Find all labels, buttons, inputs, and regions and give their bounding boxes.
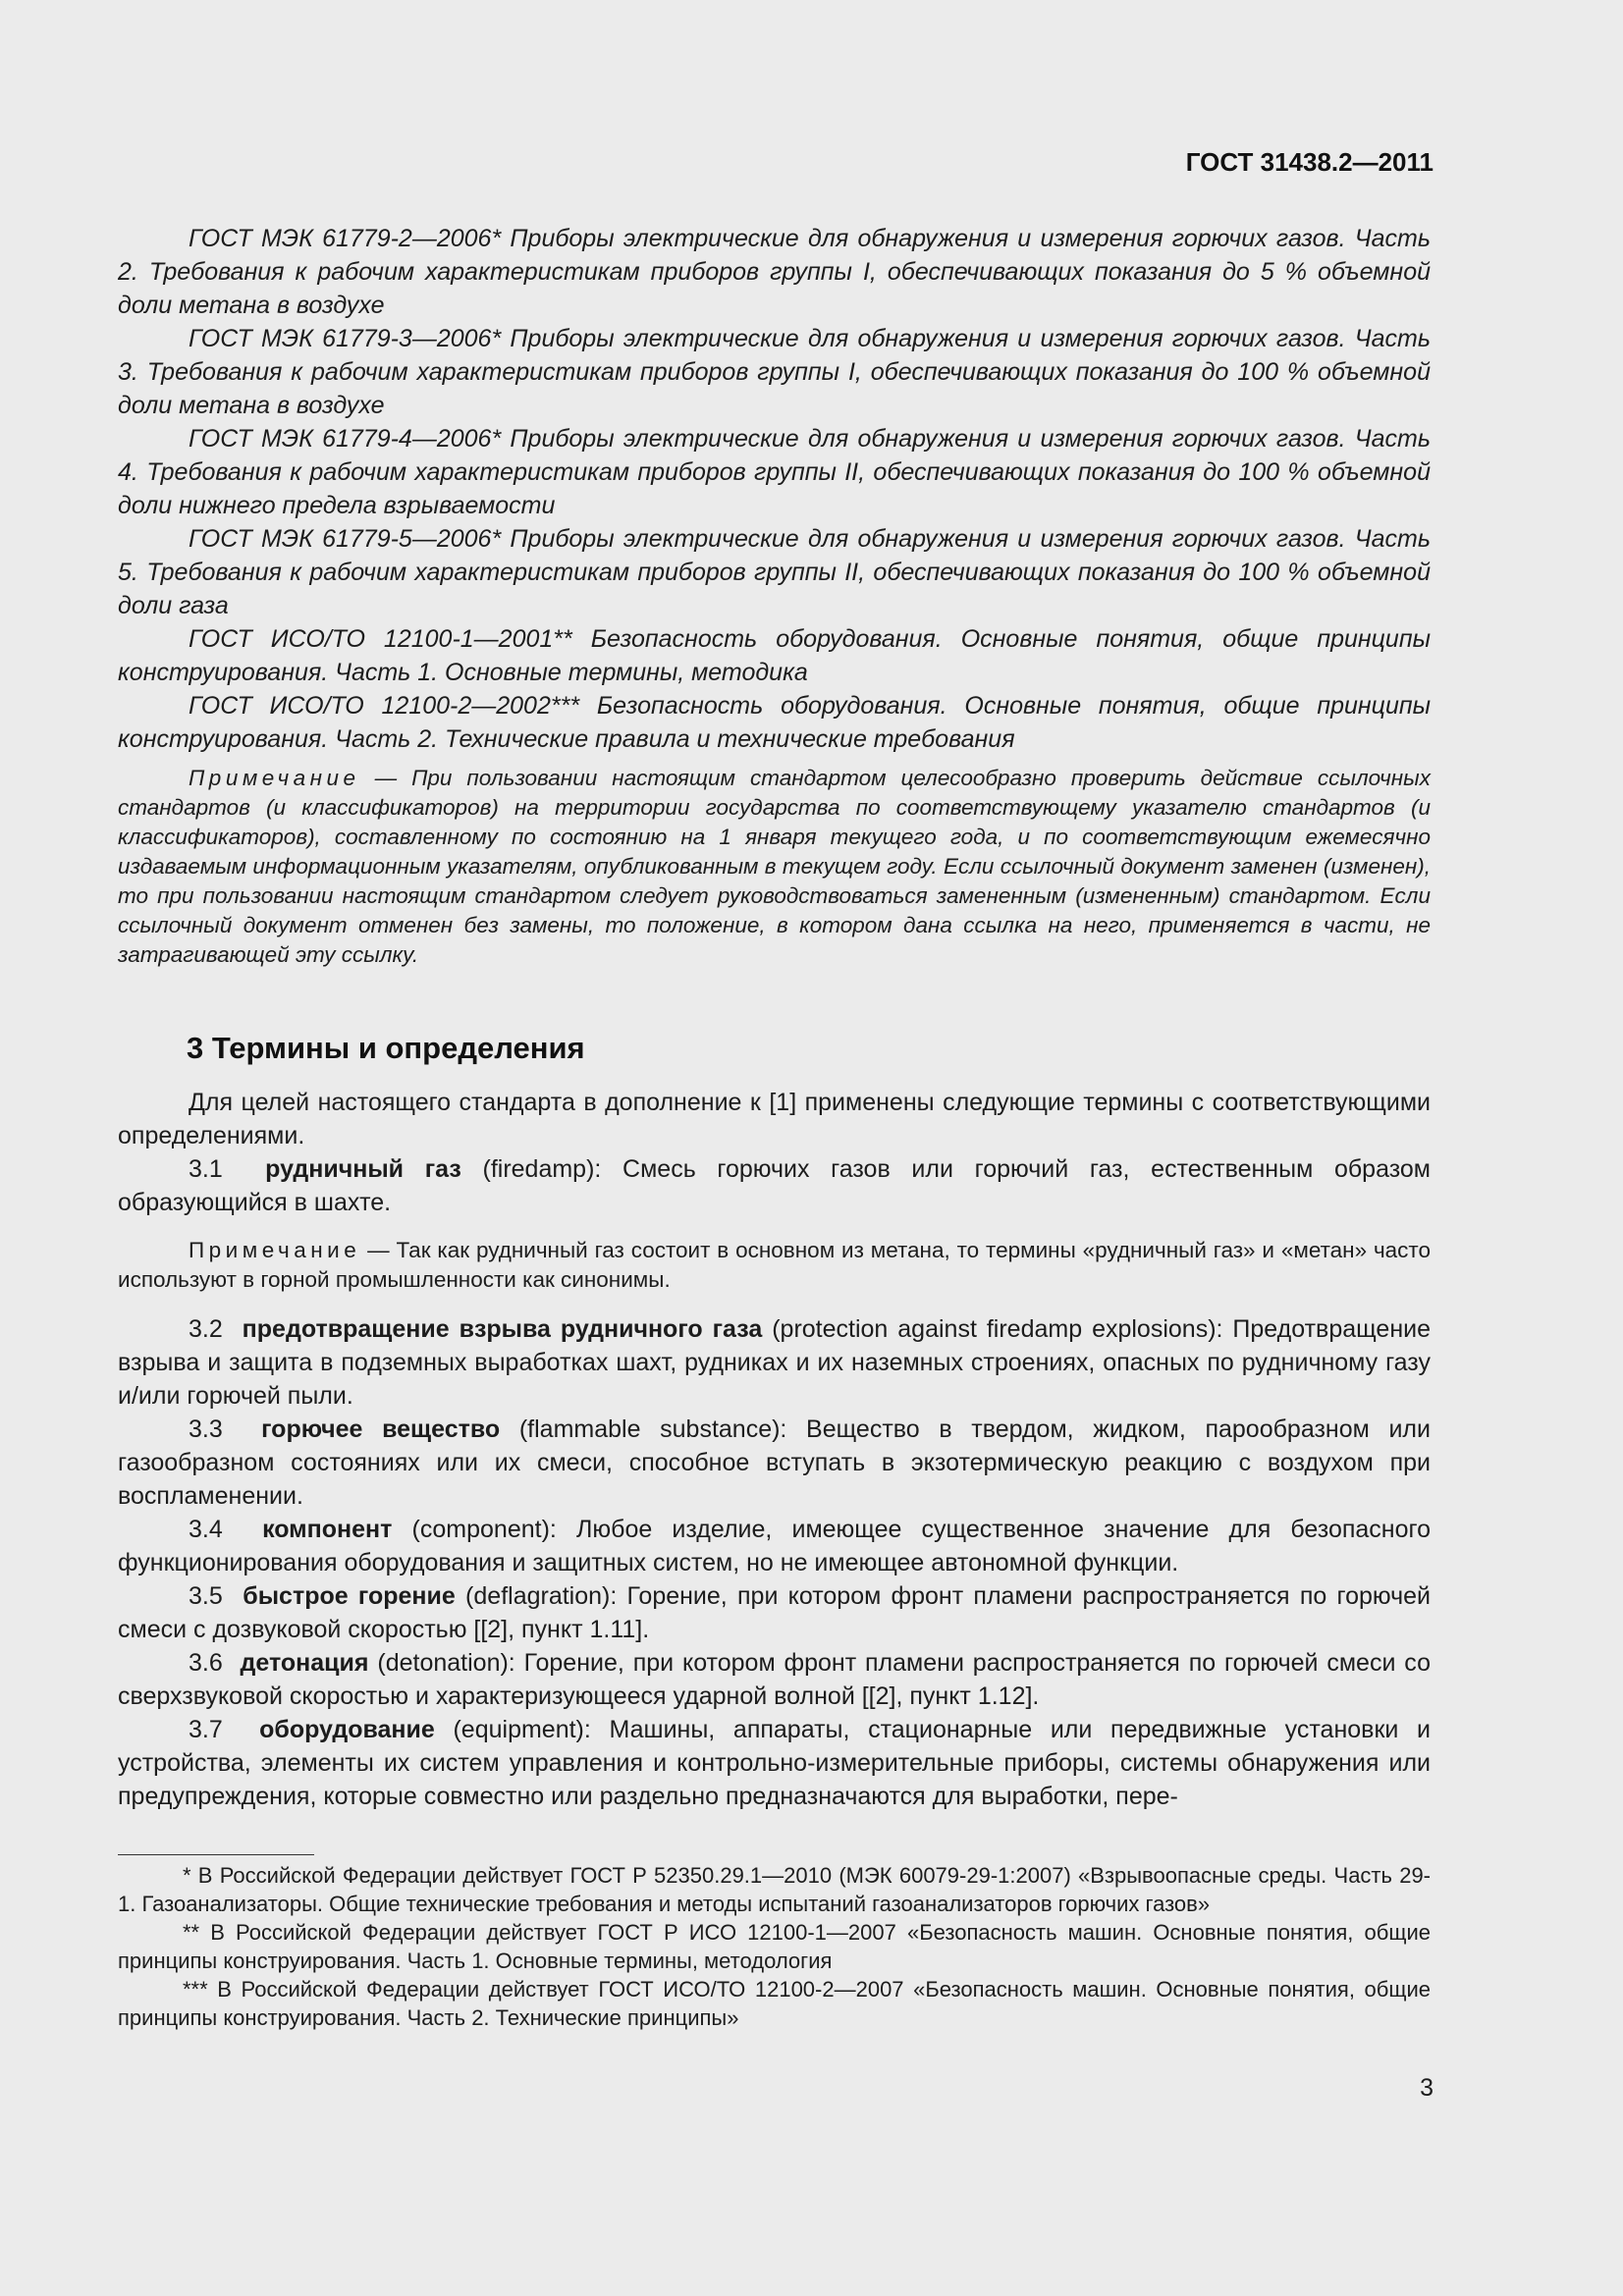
term-3-7: 3.7 оборудование (equipment): Машины, аппараты, стационарные или передвижные установки и устройства, элементы их систем управления и контрольно-измерительные приборы, системы обнаружения или предупреждения, которые совместно или раздельно предназначаются для выработки, пере-: [118, 1716, 1431, 1810]
page-number: 3: [1420, 2074, 1434, 2102]
term-definition: (flammable substance): Вещество в твердом, жидком, парообразном или газообразном состояниях или их смеси, способное вступать в экзотермическую реакцию с воздухом при воспламенении.: [118, 1415, 1431, 1510]
page-header-doc-id: ГОСТ 31438.2—2011: [1185, 147, 1434, 177]
term-definition: (component): Любое изделие, имеющее существенное значение для безопасного функционирования оборудования и защитных систем, но не имеющее автономной функции.: [118, 1516, 1431, 1576]
reference-item: ГОСТ МЭК 61779-5—2006* Приборы электрические для обнаружения и измерения горючих газов. Часть 5. Требования к рабочим характеристикам приборов группы II, обеспечивающих показания до 100 % объемной доли газа: [118, 525, 1431, 619]
term-name: быстрое горение: [243, 1582, 456, 1610]
term-definition: (protection against firedamp explosions): Предотвращение взрыва и защита в подземных выработках шахт, рудниках и их наземных строениях, опасных по рудничному газу и/или горючей пыли.: [118, 1315, 1431, 1410]
reference-item: ГОСТ МЭК 61779-3—2006* Приборы электрические для обнаружения и измерения горючих газов. Часть 3. Требования к рабочим характеристикам приборов группы I, обеспечивающих показания до 100 % объемной доли метана в воздухе: [118, 325, 1431, 419]
term-name: компонент: [262, 1516, 393, 1543]
term-3-6: 3.6 детонация (detonation): Горение, при котором фронт пламени распространяется по горючей смеси со сверхзвуковой скоростью и характеризующееся ударной волной [[2], пункт 1.12].: [118, 1649, 1431, 1710]
section-intro: [118, 1086, 1431, 1219]
intro-paragraph: Для целей настоящего стандарта в дополнение к [1] применены следующие термины с соответствующими определениями.: [118, 1089, 1431, 1149]
footnote-item: *** В Российской Федерации действует ГОСТ ИСО/ТО 12100-2—2007 «Безопасность машин. Основные понятия, общие принципы конструирования. Часть 2. Технические принципы»: [118, 1977, 1431, 2030]
footnote-separator: [118, 1854, 314, 1855]
section-title: 3 Термины и определения: [187, 1031, 585, 1065]
terms-list: [118, 1312, 1431, 1813]
term-note: [118, 1236, 1431, 1295]
term-definition: (deflagration): Горение, при котором фронт пламени распространяется по горючей смеси с дозвуковой скоростью [[2], пункт 1.11].: [118, 1582, 1431, 1643]
term-3-5: 3.5 быстрое горение (deflagration): Горение, при котором фронт пламени распространяется по горючей смеси с дозвуковой скоростью [[2], пункт 1.11].: [118, 1582, 1431, 1643]
term-3-1: 3.1 рудничный газ (firedamp): Смесь горючих газов или горючий газ, естественным образом образующийся в шахте.: [118, 1155, 1431, 1216]
footnote-item: * В Российской Федерации действует ГОСТ Р 52350.29.1—2010 (МЭК 60079-29-1:2007) «Взрывоопасные среды. Часть 29-1. Газоанализаторы. Общие технические требования и методы испытаний газоанализаторов горючих газов»: [118, 1863, 1431, 1916]
reference-item: ГОСТ МЭК 61779-2—2006* Приборы электрические для обнаружения и измерения горючих газов. Часть 2. Требования к рабочим характеристикам приборов группы I, обеспечивающих показания до 5 % объемной доли метана в воздухе: [118, 225, 1431, 319]
term-name: горючее вещество: [261, 1415, 501, 1443]
normative-references: [118, 222, 1431, 756]
footnotes: [118, 1861, 1431, 2032]
term-name: детонация: [240, 1649, 369, 1677]
term-3-2: 3.2 предотвращение взрыва рудничного газа (protection against firedamp explosions): Предотвращение взрыва и защита в подземных выработках шахт, рудниках и их наземных строениях, опасных по рудничному газу и/или горючей пыли.: [118, 1315, 1431, 1410]
term-3-3: 3.3 горючее вещество (flammable substance): Вещество в твердом, жидком, парообразном или газообразном состояниях или их смеси, способное вступать в экзотермическую реакцию с воздухом при воспламенении.: [118, 1415, 1431, 1510]
references-note: [118, 764, 1431, 970]
note-label: Примечание: [189, 766, 360, 790]
term-definition: (firedamp): Смесь горючих газов или горючий газ, естественным образом образующийся в шахте.: [118, 1155, 1431, 1216]
term-definition: (equipment): Машины, аппараты, стационарные или передвижные установки и устройства, элементы их систем управления и контрольно-измерительные приборы, системы обнаружения или предупреждения, которые совместно или раздельно предназначаются для выработки, пере-: [118, 1716, 1431, 1810]
note-label: Примечание: [189, 1238, 361, 1262]
term-name: рудничный газ: [265, 1155, 461, 1183]
note-text: — При пользовании настоящим стандартом целесообразно проверить действие ссылочных стандартов (и классификаторов) на территории государства по соответствующему указателю стандартов (и классификаторов), составленному по состоянию на 1 января текущего года, и по соответствующим ежемесячно издаваемым информационным указателям, опубликованным в текущем году. Если ссылочный документ заменен (изменен), то при пользовании настоящим стандартом следует руководствоваться замененным (измененным) стандартом. Если ссылочный документ отменен без замены, то положение, в котором дана ссылка на него, применяется в части, не затрагивающей эту ссылку.: [118, 766, 1431, 967]
footnote-item: ** В Российской Федерации действует ГОСТ Р ИСО 12100-1—2007 «Безопасность машин. Основные понятия, общие принципы конструирования. Часть 1. Основные термины, методология: [118, 1920, 1431, 1973]
reference-item: ГОСТ ИСО/ТО 12100-2—2002*** Безопасность оборудования. Основные понятия, общие принципы конструирования. Часть 2. Технические правила и технические требования: [118, 692, 1431, 753]
note-text: — Так как рудничный газ состоит в основном из метана, то термины «рудничный газ» и «метан» часто используют в горной промышленности как синонимы.: [118, 1238, 1431, 1292]
term-definition: (detonation): Горение, при котором фронт пламени распространяется по горючей смеси со сверхзвуковой скоростью и характеризующееся ударной волной [[2], пункт 1.12].: [118, 1649, 1431, 1710]
term-name: оборудование: [259, 1716, 435, 1743]
reference-item: ГОСТ ИСО/ТО 12100-1—2001** Безопасность оборудования. Основные понятия, общие принципы конструирования. Часть 1. Основные термины, методика: [118, 625, 1431, 686]
term-3-4: 3.4 компонент (component): Любое изделие, имеющее существенное значение для безопасного функционирования оборудования и защитных систем, но не имеющее автономной функции.: [118, 1516, 1431, 1576]
reference-item: ГОСТ МЭК 61779-4—2006* Приборы электрические для обнаружения и измерения горючих газов. Часть 4. Требования к рабочим характеристикам приборов группы II, обеспечивающих показания до 100 % объемной доли нижнего предела взрываемости: [118, 425, 1431, 519]
term-name: предотвращение взрыва рудничного газа: [242, 1315, 763, 1343]
